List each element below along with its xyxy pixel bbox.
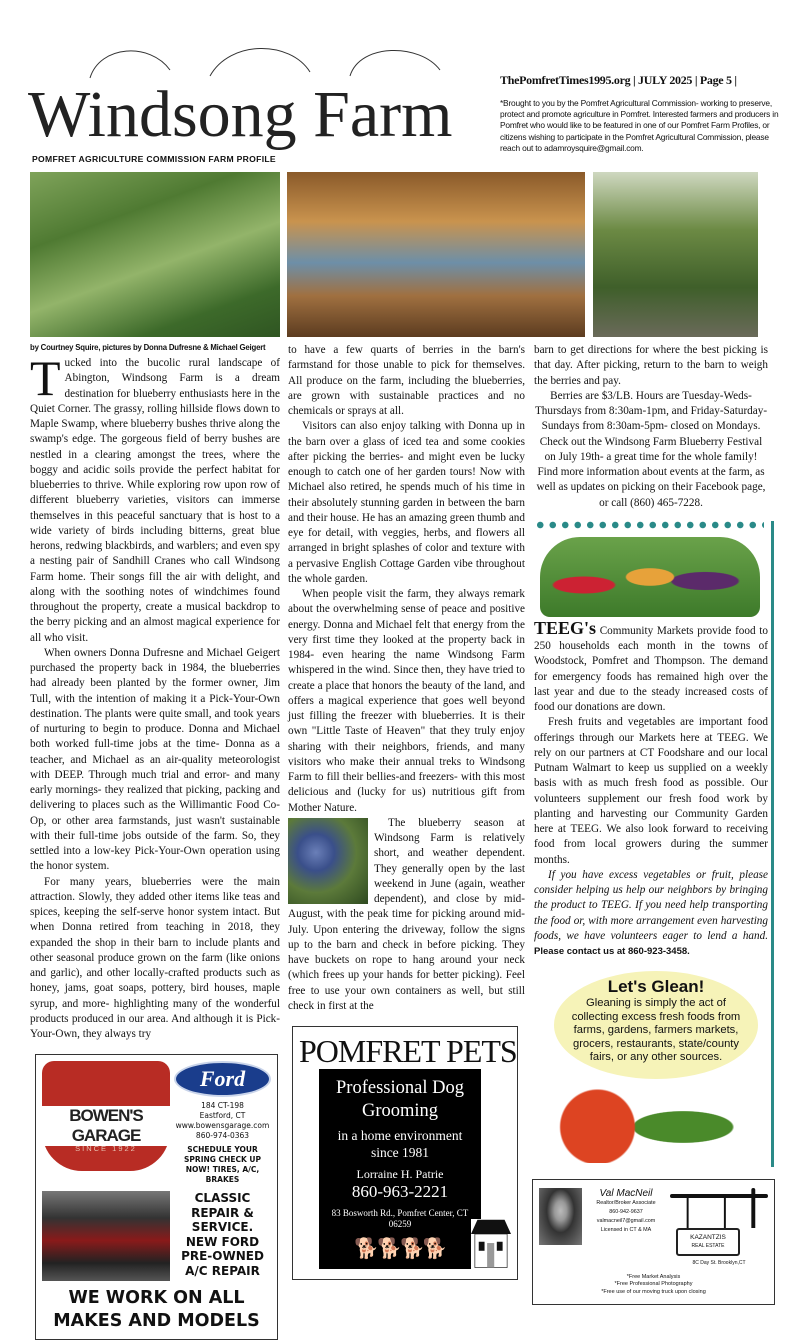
agent-title: Realtor/Broker Associate <box>596 1199 656 1206</box>
services-text: CLASSIC REPAIR & SERVICE. NEW FORD PRE-OWNED A/C REPAIR <box>181 1191 264 1278</box>
agent-name: Val MacNeil <box>599 1187 653 1199</box>
address: 184 CT-198 <box>201 1101 244 1111</box>
tomato-cucumber-illustration <box>544 1083 758 1163</box>
article-column-3 <box>534 343 768 511</box>
house-icon <box>471 1219 511 1269</box>
city: Eastford, CT <box>199 1111 246 1121</box>
pets-phone: 860-963-2221 <box>351 1182 449 1201</box>
office-address: 8C Day St. Brooklyn,CT <box>692 1259 746 1266</box>
paragraph: The blueberry season at Windsong Farm is relatively short, and weather dependent. They generally open by the last weekend in June (again, weather dependent), and close by mid-August, with the peak time for picking around mid-July. Upon entering the driveway, follow the signs up to the barn and check in before picking. They have buckets on rope to hang around your neck (which frees up your hands for better picking). Feel free to use your own containers as well, but still check in first at the <box>288 816 525 1012</box>
phone: 860-974-0363 <box>195 1131 250 1141</box>
makes-models-text: WE WORK ON ALL MAKES AND MODELS <box>53 1288 260 1332</box>
title-flourish <box>60 40 460 80</box>
hours-paragraph: Berries are $3/LB. Hours are Tuesday-Weds-Thursdays from 8:30am-1pm, and Friday-Saturday-Sundays from 8:30am-5pm- closed on Mondays. Check out the Windsong Farm Blueberry Festival on July 19th- a great time for the whole family! Find more information about events at the farm, as well as updates on picking on their Facebook page, or call (860) 465-7228. <box>534 389 768 509</box>
services-list <box>539 1274 768 1297</box>
agent-email: valmacneil7@gmail.com <box>596 1217 656 1224</box>
paragraph: When owners Donna Dufresne and Michael Geigert purchased the property back in 1984, the blueberries had already been planted by the former owner, Jim Tull, with the intention of making it a Pick-Your-Own destination. The plants were quite small, and took years of nurturing to begin to produce. Donna and Michael both worked full-time jobs at the time- Donna as a teacher, and Michael as an air-quality meteorologist with DEEP. Through much trial and error- and many early mornings- they realized that picking, packing and delivering to places such as the Willimantic Food Co-Op, or other area farmstands, just wasn't sustainable with their full-time jobs outside of the farm. So, they settled into a low-key Pick-Your-Own operation using the honor system. <box>30 646 280 873</box>
agent-info <box>586 1199 666 1235</box>
drop-cap: T <box>30 350 61 406</box>
page-title: Windsong Farm <box>28 78 453 151</box>
paragraph: Fresh fruits and vegetables are important food offerings through our Markets here at TEEG. We rely on our partners at CT Foodshare and our local Putnam Walmart to keep us supplied on a weekly basis with as much fresh food as possible. Our volunteers supplement our fresh food work by planting and harvesting our Community Garden here at TEEG. We also look forward to receiving food from local growers during the summer months. <box>534 716 768 866</box>
commission-notice: *Brought to you by the Pomfret Agricultural Commission- working to preserve, protect and promote agriculture in Pomfret. Interested farmers and producers in Pomfret who would like to be featured in one of our Pomfret Farm Profiles, or citizens wishing to participate in the Pomfret Agricultural Commission, please reach out to adamroysquire@gmail.com. <box>500 98 779 153</box>
dotted-divider <box>534 521 764 529</box>
list-item: *Free Professional Photography <box>614 1281 693 1288</box>
paragraph: to have a few quarts of berries in the barn's farmstand for those unable to pick for themselves. All produce on the farm, including the blueberries, are grown with sustainable practices and no chemicals or sprays at all. <box>288 344 525 417</box>
column-1 <box>30 343 280 1340</box>
garden-photo <box>593 172 758 337</box>
paragraph: ucked into the bucolic rural landscape of Abington, Windsong Farm is a dream destination for blueberry enthusiasts here in the Quiet Corner. The grassy, rolling hillside flows down to Maple Swamp, where blueberry bushes thrive along the swamp's edge. The gorgeous field of berry bushes are nestled in a clearing amongst the trees, where the boggy and acidic soils provide the perfect habitat for blueberries to thrive. While exploring row upon row of different blueberry varieties, visitors can immerse themselves in this peaceful sanctuary that is host to a wide variety of birds including bitterns, great blue herons, redwing blackbirds, and warblers; and even spy a nesting pair of Sandhill Cranes who call Windsong Farm home. Their songs fill the air with delight, and along with the soothing notes of windchimes found throughout the property, create a musical backdrop to the berry picking and an almost magical experience for all who visit. <box>30 357 280 644</box>
paragraph: barn to get directions for where the best picking is that day. After picking, return to the barn to weigh the berries and pay. <box>534 344 768 387</box>
pets-address: 83 Bosworth Rd., Pomfret Center, CT 06259 <box>331 1208 469 1229</box>
pets-body <box>319 1069 511 1269</box>
dog-silhouettes-icon: 🐕🐕🐕🐕 <box>354 1238 446 1260</box>
schedule-text: SCHEDULE YOUR SPRING CHECK UP NOW! TIRES, A/C, BRAKES <box>184 1145 261 1185</box>
agent-photo <box>539 1188 582 1245</box>
article-column-1 <box>30 350 280 1042</box>
paragraph: When people visit the farm, they always remark about the overwhelming sense of peace and positive energy. Donna and Michael felt that energy from the very first time they looked at the property back in 1984- even hearing the name Windsong Farm whispered in the wind. Since then, they have tried to create a place that honors the beauty of the land, and offers a magical experience that goes well beyond just filling the freezer with blueberries. It is their own "Little Taste of Heaven" that they truly enjoy sharing with their neighbors, friends, and many visitors who make their annual treks to Windsong Farm to fill their bellies-and freezers- with this most delicious and (lucky for us) nutritious gift from Mother Nature. <box>288 588 525 814</box>
glean-bubble <box>554 971 758 1079</box>
pets-service: Professional Dog Grooming <box>336 1078 464 1121</box>
vegetables-illustration <box>540 537 760 617</box>
paragraph: For many years, blueberries were the main attraction. Slowly, they added other items like teas and spices, keeping the self-serve honor system intact. But when Donna retired from teaching in 2018, they expanded the shop in their barn to include plants and other seasonal produce grown on the farm (like onions and garlic), and other locally-crafted products such as honey, jams, goat soaps, pottery, bird houses, maple syrup, and more- highlighting many of the wonderful products produced in our area. And although it is Pick-Your-Own, they always try <box>30 875 280 1040</box>
masthead: ThePomfretTimes1995.org | JULY 2025 | Page 5 | <box>500 73 737 87</box>
real-estate-sign-icon <box>670 1188 768 1228</box>
blueberry-photo <box>288 818 368 904</box>
list-item: *Free Market Analysis <box>626 1273 681 1280</box>
bowens-logo <box>42 1061 170 1171</box>
ford-logo: Ford <box>174 1061 271 1097</box>
paragraph: Community Markets provide food to 250 households each month in the towns of Woodstock, Pomfret and Thompson. The demand for emergency foods has remained high over the last year and due to the steady increased costs of food our donations are down. <box>534 624 768 713</box>
pets-since: in a home environment since 1981 <box>337 1128 463 1160</box>
brand-sub: REAL ESTATE <box>691 1242 725 1249</box>
paragraph: Visitors can also enjoy talking with Donna up in the barn over a glass of iced tea and some cookies after picking the berries- and might even be lucky enough to catch one of her garden tours! Now with Michael also retired, he spends much of his time in their absolutely stunning garden in between the barn and their house. He has an amazing green thumb and eye for detail, with veggies, herbs, and flowers all arranged in bright splashes of color and texture with a pervasive English Cottage Garden vibe throughout the whole garden. <box>288 420 525 585</box>
article-column-2 <box>288 343 525 1014</box>
blueberry-field-photo <box>30 172 280 337</box>
agent-license: Licensed in CT & MA <box>600 1226 652 1233</box>
bowens-contact <box>176 1101 270 1141</box>
subtitle: POMFRET AGRICULTURE COMMISSION FARM PROFILE <box>32 154 276 164</box>
sign-block <box>670 1188 768 1266</box>
agent-block <box>586 1188 666 1235</box>
teeg-article <box>534 617 768 960</box>
bowens-name: BOWEN'S GARAGE <box>38 1106 174 1146</box>
glean-box <box>534 967 768 1167</box>
brand: KAZANTZIS <box>690 1233 726 1241</box>
pomfret-pets-ad[interactable] <box>292 1026 518 1280</box>
pets-owner: Lorraine H. Patrie <box>356 1167 444 1181</box>
column-2 <box>288 343 525 1280</box>
column-3 <box>534 343 774 1305</box>
list-item: *Free use of our moving truck upon closing <box>601 1288 706 1295</box>
val-macneil-ad[interactable] <box>532 1179 775 1306</box>
byline: by Courtney Squire, pictures by Donna Dufresne & Michael Geigert <box>30 343 266 352</box>
kazantzis-logo <box>676 1228 740 1256</box>
teeg-section <box>534 521 774 1167</box>
glean-text: Gleaning is simply the act of collecting excess fresh foods from farms, gardens, farmers markets, grocers, restaurants, state/county fairs, or any other sources. <box>571 997 741 1064</box>
glean-title: Let's Glean! <box>607 977 705 997</box>
paragraph-italic: If you have excess vegetables or fruit, please consider helping us help our neighbors by bringing the product to TEEG. If you need help transporting the food or, with more arrangement even harvesting foods, we have volunteers eager to lend a hand. <box>534 868 768 942</box>
pets-info-box <box>319 1069 481 1269</box>
teeg-heading: TEEG's <box>534 617 597 638</box>
website: www.bowensgarage.com <box>175 1121 270 1131</box>
contact-text: Please contact us at 860-923-3458. <box>534 946 690 957</box>
mustang-photo <box>42 1191 170 1281</box>
bowens-right <box>174 1061 271 1185</box>
bowens-garage-ad[interactable] <box>35 1054 278 1340</box>
pets-title: POMFRET PETS <box>299 1033 517 1069</box>
agent-phone: 860-942-9637 <box>609 1208 643 1215</box>
bowens-since: SINCE 1922 <box>75 1144 137 1154</box>
barn-shop-photo <box>287 172 585 337</box>
